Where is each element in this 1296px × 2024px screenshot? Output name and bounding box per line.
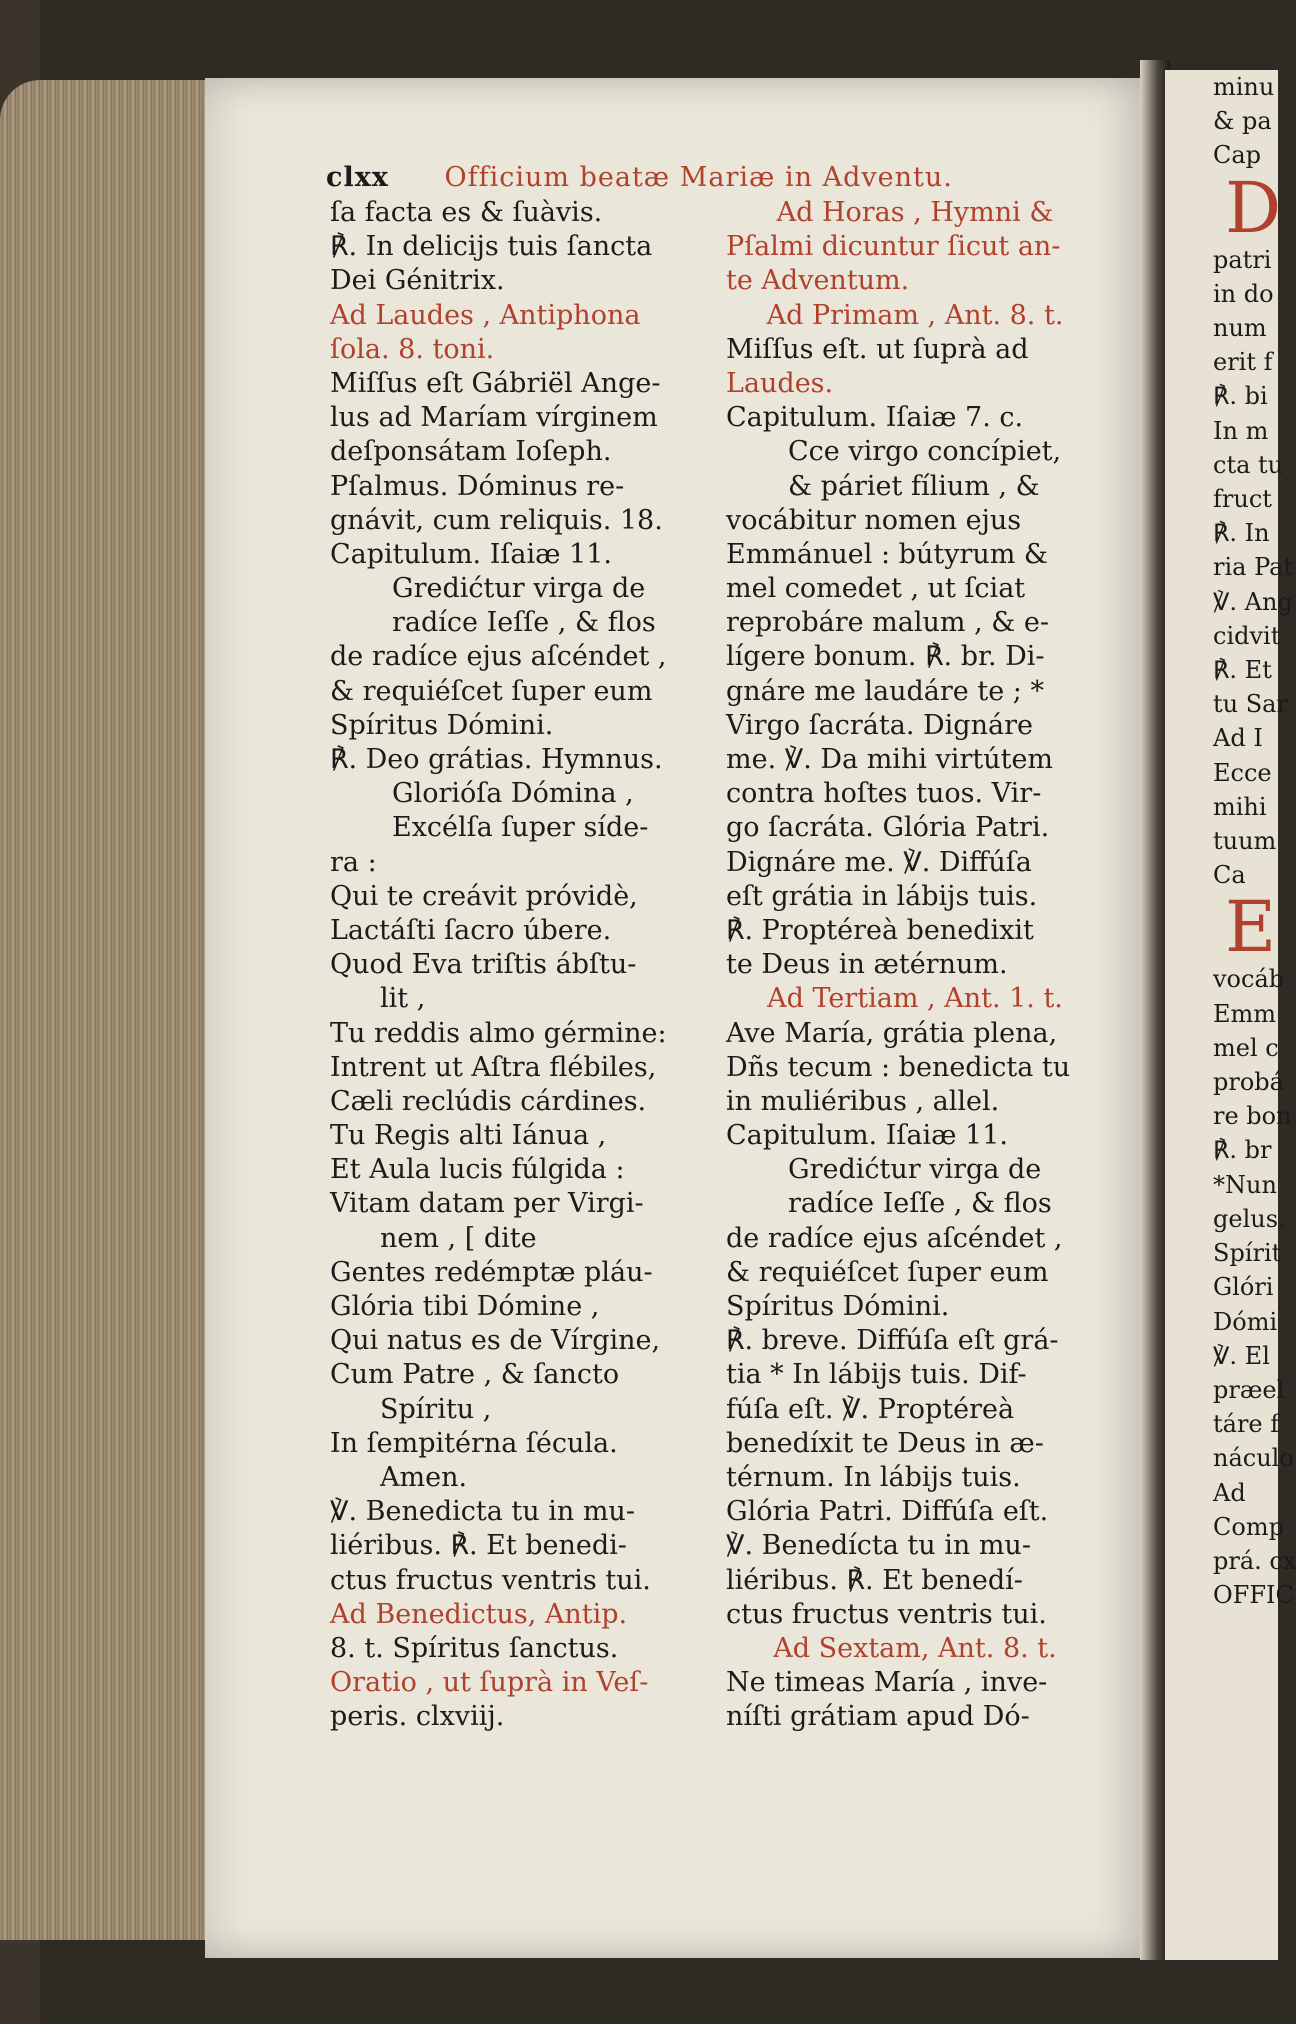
adjacent-page-line: ℟. bi <box>1213 382 1268 411</box>
text-line: Dñs tecum : benedicta tu <box>726 1051 1071 1083</box>
text-line: Qui te creávit próvidè, <box>330 880 638 912</box>
adjacent-page-line: fruct <box>1213 485 1272 514</box>
text-line: me. ℣. Da mihi virtútem <box>726 744 1054 775</box>
text-line: ℟. Deo grátias. Hymnus. <box>330 744 663 775</box>
adjacent-page-line: probá <box>1213 1068 1284 1097</box>
adjacent-page-line: vocáb <box>1213 965 1285 994</box>
text-line: gnávit, cum reliquis. 18. <box>330 504 663 536</box>
text-line: Ne timeas María , inve- <box>726 1667 1048 1699</box>
text-line: Virgo ſacráta. Dignáre <box>726 709 1033 741</box>
adjacent-page-line: ℣. El <box>1213 1341 1270 1370</box>
text-line: Spíritus Dómini. <box>330 709 554 741</box>
right-text-column <box>726 196 1104 1734</box>
adjacent-page-line: tu Sar <box>1213 690 1288 719</box>
adjacent-page-line: Emm <box>1213 999 1277 1028</box>
text-line: Tu reddis almo gérmine: <box>330 1017 667 1049</box>
text-line: ℟. In delicijs tuis ſancta <box>330 231 653 263</box>
text-line: radíce Ieſſe , & flos <box>788 1188 1052 1220</box>
adjacent-page-line: cidvit <box>1213 621 1281 650</box>
text-line: ctus fructus ventris tui. <box>330 1564 651 1596</box>
text-line: Pſalmus. Dóminus re- <box>330 470 625 502</box>
text-line: Glória Patri. Diffúſa eſt. <box>726 1496 1049 1528</box>
text-line: deſponsátam Ioſeph. <box>330 436 612 468</box>
text-line: Excélſa ſuper síde- <box>392 812 649 844</box>
text-line: Ad Primam , Ant. 8. t. <box>766 299 1064 331</box>
text-line: Gloriόſa Dómina , <box>392 778 634 810</box>
adjacent-page-line: ℟. Et <box>1213 656 1272 685</box>
text-line: Cæli reclúdis cárdines. <box>330 1085 647 1117</box>
text-line: Capitulum. Iſaiæ 11. <box>330 538 612 570</box>
text-line: ℟. Proptéreà benedixit <box>726 914 1034 946</box>
text-line: Capitulum. Iſaiæ 7. c. <box>726 402 1024 434</box>
text-line: de radíce ejus aſcéndet , <box>726 1222 1063 1254</box>
text-line: Lactáſti ſacro úbere. <box>330 914 612 946</box>
text-line: Tu Regis alti Iánua , <box>330 1120 607 1152</box>
text-line: & páriet fílium , & <box>788 470 1040 502</box>
text-line: Ad Sextam, Ant. 8. t. <box>773 1632 1057 1664</box>
text-line: contra hoſtes tuos. Vir- <box>726 778 1042 810</box>
page-edges <box>0 80 210 1940</box>
text-line: Gredićtur virga de <box>788 1154 1042 1186</box>
text-line: térnum. In lábijs tuis. <box>726 1461 1021 1493</box>
text-line: Dei Génitrix. <box>330 265 505 297</box>
text-line: de radíce ejus aſcéndet , <box>330 641 667 673</box>
adjacent-page-line: náculo <box>1213 1444 1294 1473</box>
text-line: peris. clxviij. <box>330 1701 505 1733</box>
left-text-column <box>330 196 710 1734</box>
adjacent-page-line: ℣. Ang <box>1213 587 1293 616</box>
text-line: Dignáre me. ℣. Diffúſa <box>726 846 1032 878</box>
adjacent-page-line: OFFIC <box>1213 1581 1294 1610</box>
adjacent-page-line: tuum <box>1213 827 1277 856</box>
text-line: Cum Patre , & ſancto <box>330 1359 620 1391</box>
running-header <box>326 162 1128 193</box>
text-line: liéribus. ℟. Et benedi- <box>330 1530 627 1562</box>
adjacent-page-line: prá. cx <box>1213 1546 1296 1575</box>
adjacent-page-line: minu <box>1213 73 1275 101</box>
text-line: Glória tibi Dómine , <box>330 1291 600 1322</box>
text-line: In ſempitérna ſécula. <box>330 1427 618 1459</box>
adjacent-page-line: ℟. In <box>1213 519 1270 548</box>
text-line: Ad Tertiam , Ant. 1. t. <box>767 983 1063 1015</box>
text-line: & requiéſcet ſuper eum <box>726 1256 1049 1288</box>
adjacent-page-line: & pa <box>1213 107 1272 136</box>
text-line: Ad Laudes , Antiphona <box>330 299 641 331</box>
text-line: níſti grátiam apud Dó- <box>726 1701 1030 1733</box>
adjacent-page-line: E <box>1225 886 1277 969</box>
text-line: Laudes. <box>726 367 834 399</box>
text-line: eſt grátia in lábijs tuis. <box>726 880 1038 912</box>
adjacent-page-line: Cap <box>1213 141 1262 170</box>
text-line: lígere bonum. ℟. br. Di- <box>726 641 1045 673</box>
adjacent-page-line: mihi <box>1213 792 1267 821</box>
text-line: ℣. Benedicta tu in mu- <box>330 1496 635 1528</box>
text-line: Ave María, grátia plena, <box>726 1017 1058 1049</box>
text-line: Oratio , ut ſuprà in Veſ- <box>330 1667 649 1699</box>
adjacent-page-line: cta tu <box>1213 450 1284 479</box>
text-line: 8. t. Spíritus ſanctus. <box>330 1632 619 1664</box>
text-line: ctus fructus ventris tui. <box>726 1598 1047 1630</box>
adjacent-page-line: Glóri <box>1213 1273 1274 1302</box>
text-line: Miſſus eſt. ut ſuprà ad <box>726 333 1029 365</box>
adjacent-page-line: ℟. br <box>1213 1136 1272 1165</box>
adjacent-page-line: Comp <box>1213 1512 1284 1541</box>
adjacent-page-line: ria Pat <box>1213 553 1294 582</box>
text-line: ra : <box>330 846 377 878</box>
adjacent-page-line: Ca <box>1213 861 1246 890</box>
adjacent-page-line: Ecce <box>1213 758 1272 787</box>
adjacent-page-line: num <box>1213 314 1267 343</box>
text-line: Intrent ut Aſtra flébiles, <box>330 1051 657 1083</box>
adjacent-page-line: *Nun <box>1213 1170 1277 1199</box>
text-line: mel comedet , ut ſciat <box>726 573 1026 605</box>
text-line: nem , [ dite <box>380 1222 537 1254</box>
text-line: radíce Ieſſe , & flos <box>392 607 656 639</box>
adjacent-page-line: Dómi <box>1213 1307 1278 1336</box>
adjacent-page-line: re bon <box>1213 1102 1292 1131</box>
text-line: ſa facta es & ſuàvis. <box>330 197 603 228</box>
adjacent-page-line: Ad I <box>1213 724 1263 753</box>
adjacent-page-line: D <box>1225 166 1282 249</box>
text-line: tia * In lábijs tuis. Dif- <box>726 1359 1027 1391</box>
text-line: vocábitur nomen ejus <box>726 504 1022 536</box>
text-line: te Adventum. <box>726 265 910 297</box>
adjacent-page-line: in do <box>1213 279 1274 308</box>
running-title: Officium beatæ Mariæ in Adventu. <box>444 162 953 193</box>
text-line: Gredićtur virga de <box>392 573 646 605</box>
text-line: Miſſus eſt Gábriël Ange- <box>330 367 661 399</box>
text-line: go ſacráta. Glória Patri. <box>726 812 1050 844</box>
adjacent-page-line: In m <box>1213 416 1269 445</box>
text-line: Spíritus Dómini. <box>726 1291 950 1322</box>
text-line: Et Aula lucis fúlgida : <box>330 1154 625 1186</box>
adjacent-page-line: præel <box>1213 1375 1285 1404</box>
text-line: Capitulum. Iſaiæ 11. <box>726 1120 1008 1152</box>
text-line: Gentes redémptæ pláu- <box>330 1256 653 1288</box>
text-line: lus ad Maríam vírginem <box>330 402 658 434</box>
adjacent-page-line: Spírit <box>1213 1239 1282 1268</box>
text-line: & requiéſcet ſuper eum <box>330 675 653 707</box>
text-line: Quod Eva triſtis ábſtu- <box>330 949 637 981</box>
adjacent-page-line: erit f <box>1213 348 1273 377</box>
text-line: ſola. 8. toni. <box>330 333 495 365</box>
adjacent-page-line: Ad <box>1213 1478 1246 1507</box>
text-line: Qui natus es de Vírgine, <box>330 1325 661 1357</box>
text-line: liéribus. ℟. Et benedí- <box>726 1564 1023 1596</box>
text-line: Vitam datam per Virgi- <box>330 1188 644 1220</box>
adjacent-page <box>1165 70 1296 1960</box>
text-line: ℟. breve. Diffúſa eſt grá- <box>726 1325 1059 1357</box>
text-line: reprobáre malum , & e- <box>726 607 1049 639</box>
text-line: Amen. <box>380 1461 468 1493</box>
adjacent-page-line: táre f <box>1213 1410 1280 1439</box>
text-line: Cce virgo concípiet, <box>788 436 1062 468</box>
adjacent-page-line: patri <box>1213 245 1272 274</box>
text-line: Ad Benedictus, Antip. <box>330 1598 628 1630</box>
text-line: Ad Horas , Hymni & <box>776 197 1054 228</box>
text-line: Pſalmi dicuntur ſicut an- <box>726 231 1061 263</box>
text-line: te Deus in ætérnum. <box>726 949 1008 981</box>
folio-number: clxx <box>326 162 389 193</box>
text-line: Emmánuel : bútyrum & <box>726 538 1048 570</box>
text-line: in muliéribus , allel. <box>726 1085 1000 1117</box>
text-line: gnáre me laudáre te ; * <box>726 675 1044 707</box>
text-line: Spíritu , <box>380 1393 492 1425</box>
text-line: ℣. Benedícta tu in mu- <box>726 1530 1031 1562</box>
text-line: lit , <box>380 983 426 1015</box>
adjacent-page-line: gelus. <box>1213 1204 1286 1233</box>
adjacent-page-line: mel c <box>1213 1033 1279 1062</box>
text-line: benedíxit te Deus in æ- <box>726 1427 1044 1459</box>
text-line: fúſa eſt. ℣. Proptéreà <box>726 1393 1015 1425</box>
